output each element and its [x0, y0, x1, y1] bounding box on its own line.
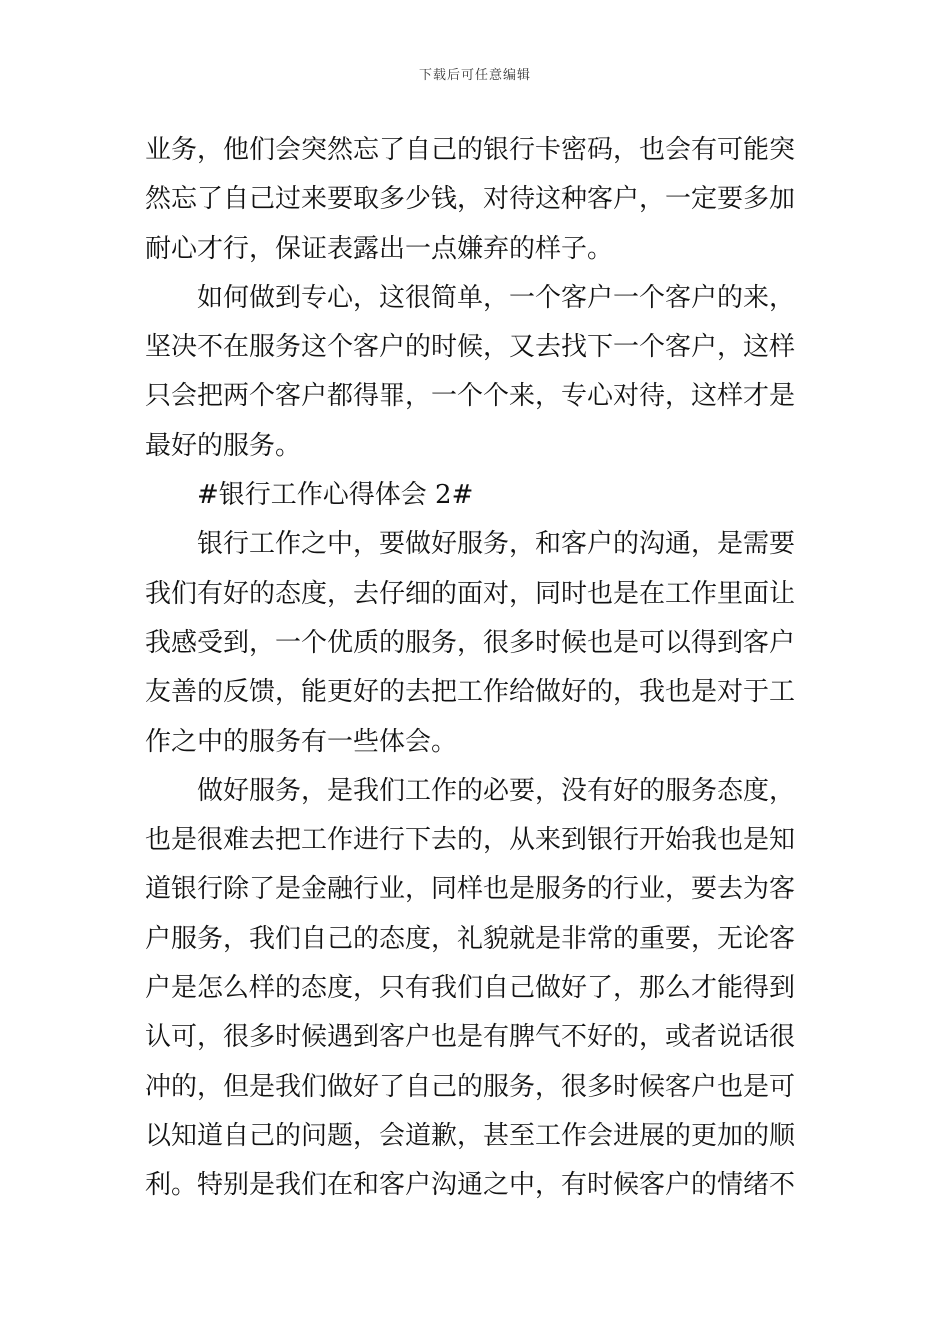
- text-line: 业务，他们会突然忘了自己的银行卡密码，也会有可能突: [145, 135, 796, 165]
- text-line: 耐心才行，保证表露出一点嫌弃的样子。: [145, 233, 614, 264]
- text-line: 如何做到专心，这很简单，一个客户一个客户的来，: [197, 282, 796, 313]
- text-line: 冲的，但是我们做好了自己的服务，很多时候客户也是可: [145, 1071, 796, 1102]
- text-line: #银行工作心得体会 2#: [197, 480, 474, 511]
- text-line: 户是怎么样的态度，只有我们自己做好了，那么才能得到: [145, 973, 796, 1004]
- text-line: 以知道自己的问题，会道歉，甚至工作会进展的更加的顺: [145, 1120, 796, 1151]
- text-line: 最好的服务。: [145, 430, 302, 461]
- text-line: 我感受到，一个优质的服务，很多时候也是可以得到客户: [145, 627, 796, 658]
- text-line: 户服务，我们自己的态度，礼貌就是非常的重要，无论客: [145, 923, 796, 954]
- text-line: 然忘了自己过来要取多少钱，对待这种客户，一定要多加: [145, 184, 796, 215]
- text-line: 道银行除了是金融行业，同样也是服务的行业，要去为客: [145, 874, 796, 905]
- text-line: 作之中的服务有一些体会。: [145, 726, 458, 757]
- text-line: 友善的反馈，能更好的去把工作给做好的，我也是对于工: [145, 677, 796, 708]
- text-line: 坚决不在服务这个客户的时候，又去找下一个客户，这样: [145, 332, 796, 363]
- text-line: 银行工作之中，要做好服务，和客户的沟通，是需要: [197, 529, 796, 560]
- text-line: 认可，很多时候遇到客户也是有脾气不好的，或者说话很: [145, 1022, 796, 1053]
- text-line: 也是很难去把工作进行下去的，从来到银行开始我也是知: [145, 825, 796, 856]
- text-line: 利。特别是我们在和客户沟通之中，有时候客户的情绪不: [145, 1170, 796, 1201]
- document-body: [145, 126, 807, 1211]
- text-line: 我们有好的态度，去仔细的面对，同时也是在工作里面让: [145, 578, 796, 609]
- text-line: 做好服务，是我们工作的必要，没有好的服务态度，: [197, 775, 796, 806]
- page-header: 下载后可任意编辑: [418, 68, 531, 83]
- text-line: 只会把两个客户都得罪，一个个来，专心对待，这样才是: [145, 381, 796, 412]
